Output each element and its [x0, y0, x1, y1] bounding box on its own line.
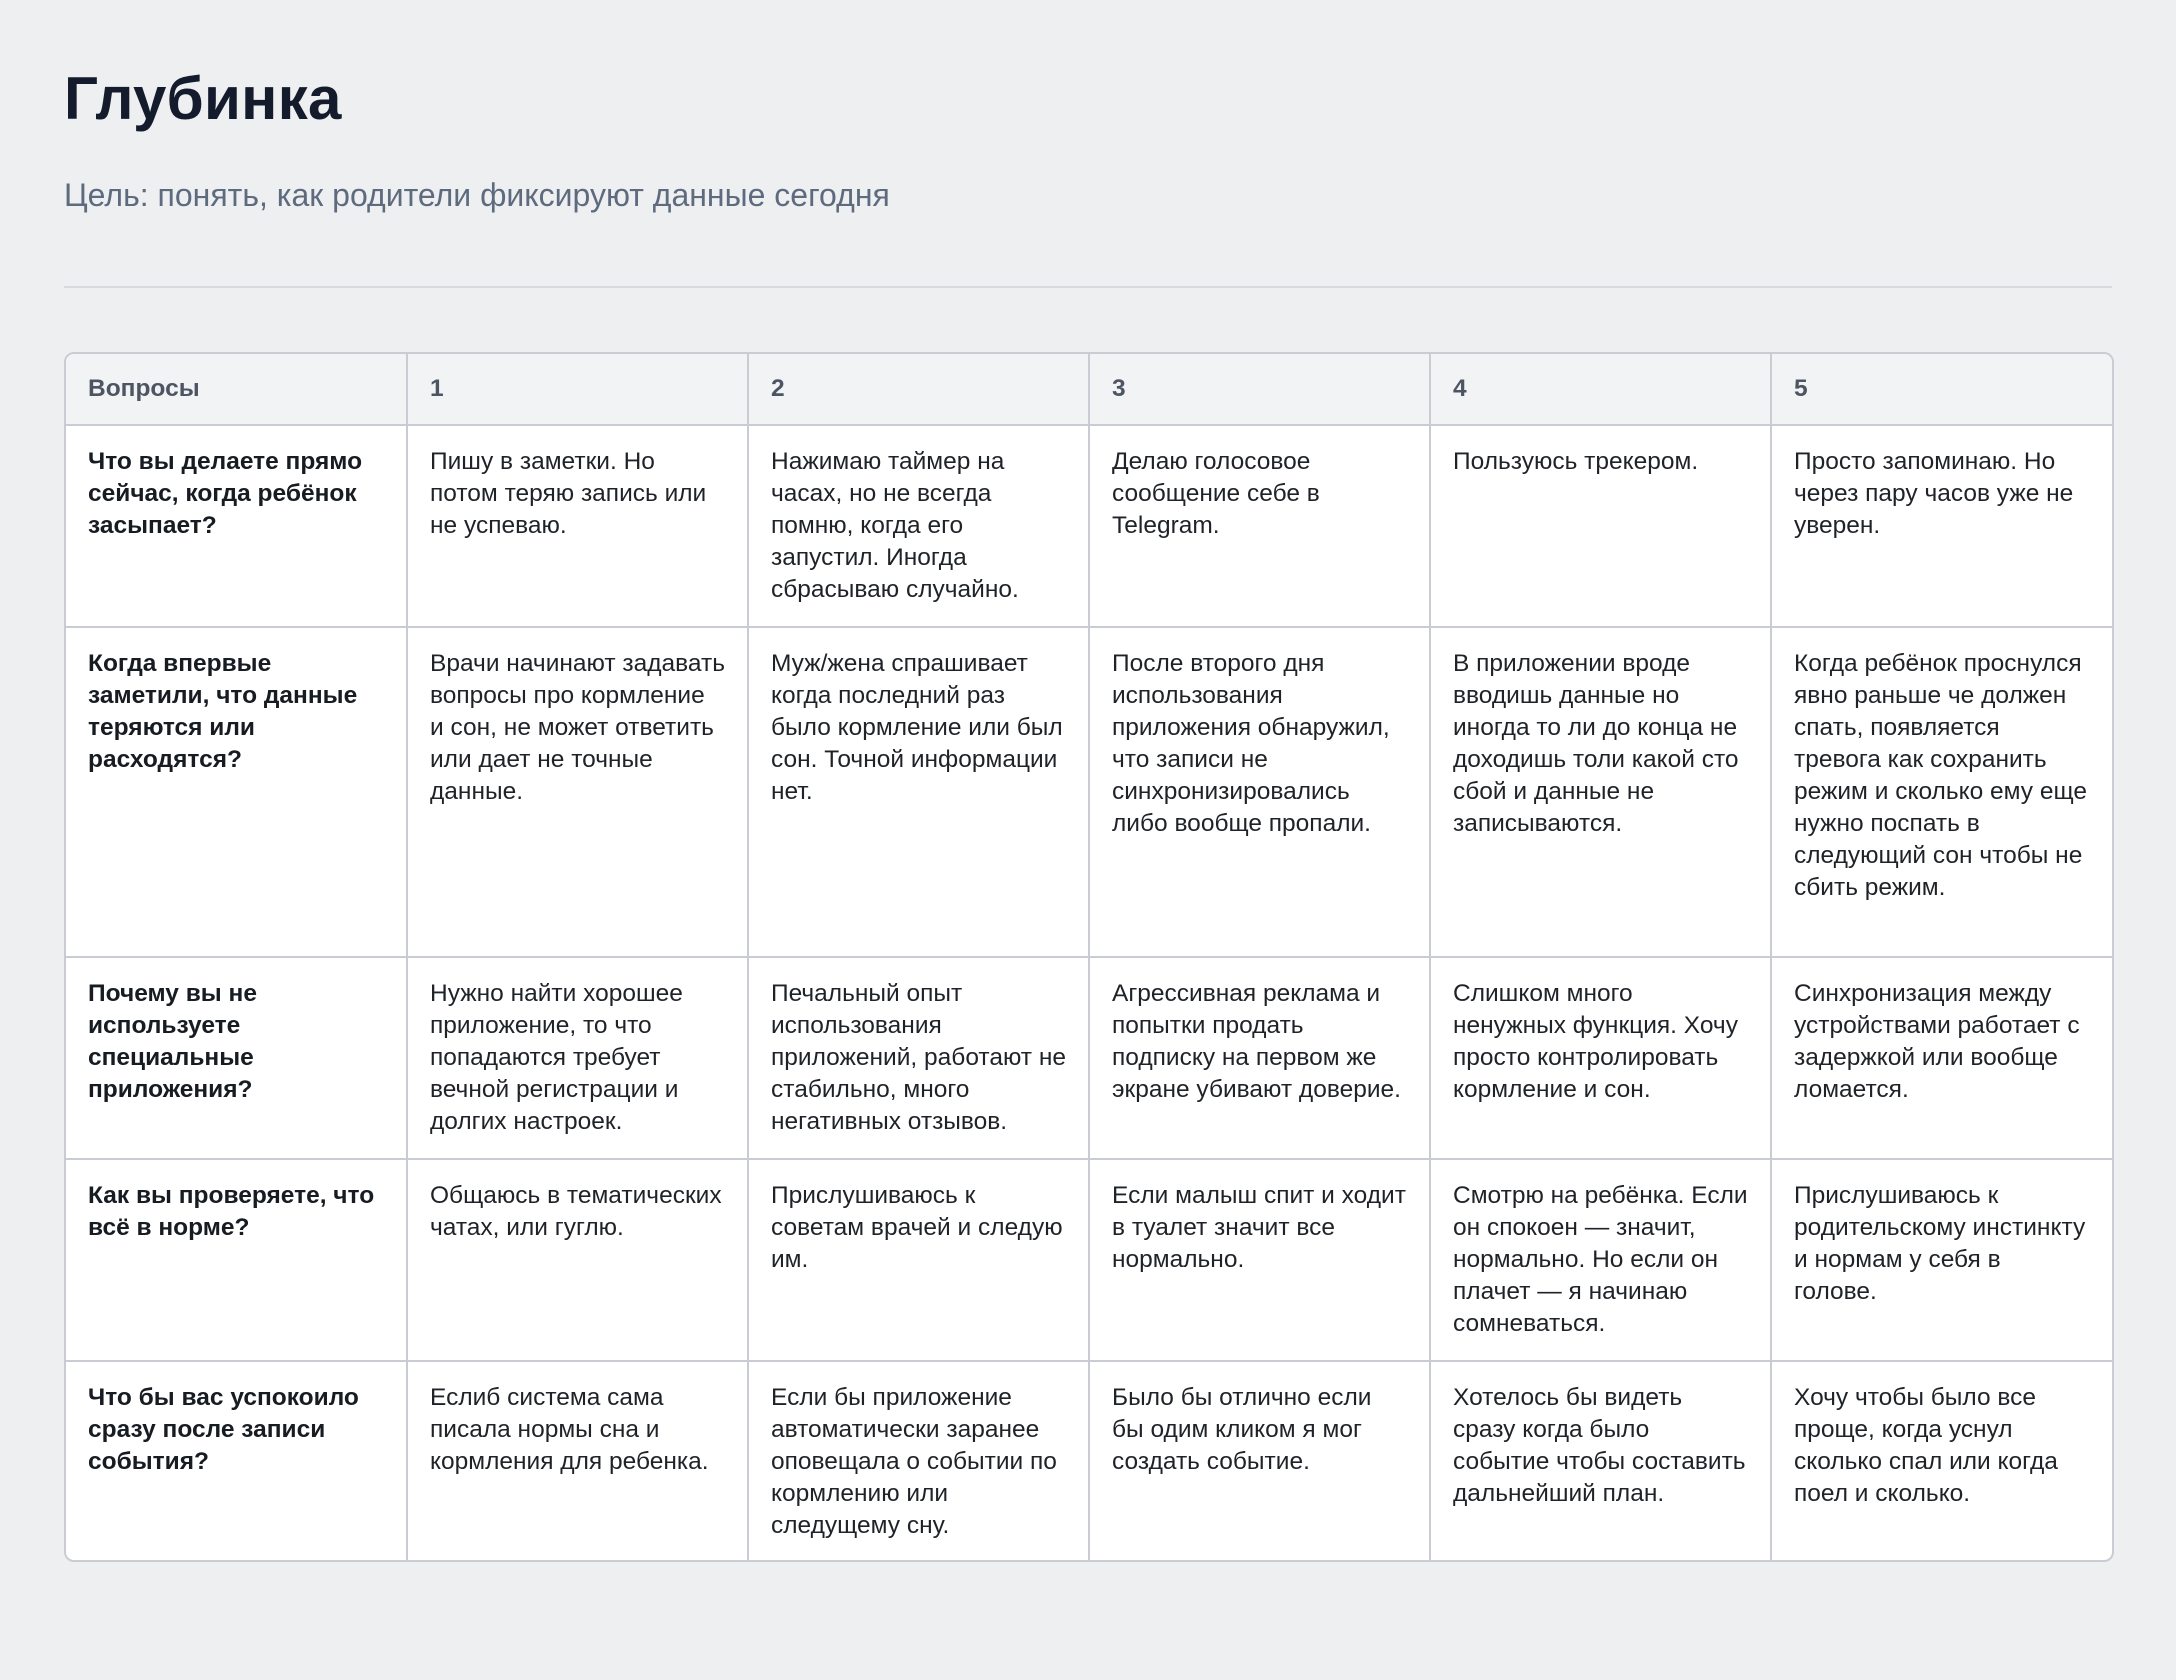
answer-cell: Пользуюсь трекером.: [1430, 425, 1771, 627]
page-title: Глубинка: [64, 65, 342, 132]
answer-cell: Нужно найти хорошее приложение, то что попадаются требует вечной регистрации и долгих настроек.: [407, 957, 748, 1159]
column-header-respondent-1: 1: [407, 354, 748, 425]
column-header-questions: Вопросы: [66, 354, 407, 425]
table-row: [66, 627, 2112, 957]
divider: [64, 286, 2112, 288]
answer-cell: После второго дня использования приложения обнаружил, что записи не синхронизировались либо вообще пропали.: [1089, 627, 1430, 957]
answer-cell: Если малыш спит и ходит в туалет значит все нормально.: [1089, 1159, 1430, 1361]
table-row: [66, 425, 2112, 627]
question-cell: Как вы проверяете, что всё в норме?: [66, 1159, 407, 1361]
answer-cell: Хотелось бы видеть сразу когда было событие чтобы составить дальнейший план.: [1430, 1361, 1771, 1560]
answer-cell: Когда ребёнок проснулся явно раньше че должен спать, появляется тревога как сохранить режим и сколько ему еще нужно поспать в следующий сон чтобы не сбить режим.: [1771, 627, 2112, 957]
answer-cell: Прислушиваюсь к родительскому инстинкту и нормам у себя в голове.: [1771, 1159, 2112, 1361]
answer-cell: Нажимаю таймер на часах, но не всегда помню, когда его запустил. Иногда сбрасываю случайно.: [748, 425, 1089, 627]
answer-cell: Если бы приложение автоматически заранее оповещала о событии по кормлению или следущему сну.: [748, 1361, 1089, 1560]
interview-table: [64, 352, 2114, 1562]
answer-cell: Просто запоминаю. Но через пару часов уже не уверен.: [1771, 425, 2112, 627]
column-header-respondent-5: 5: [1771, 354, 2112, 425]
answer-cell: Слишком много ненужных функция. Хочу просто контролировать кормление и сон.: [1430, 957, 1771, 1159]
answer-cell: Общаюсь в тематических чатах, или гуглю.: [407, 1159, 748, 1361]
answer-cell: Хочу чтобы было все проще, когда уснул сколько спал или когда поел и сколько.: [1794, 1384, 2058, 1507]
answer-cell: Муж/жена спрашивает когда последний раз было кормление или был сон. Точной информации нет.: [748, 627, 1089, 957]
table-row: [66, 1159, 2112, 1361]
question-cell: Когда впервые заметили, что данные теряются или расходятся?: [66, 627, 407, 957]
answer-cell: Врачи начинают задавать вопросы про кормление и сон, не может ответить или дает не точные данные.: [407, 627, 748, 957]
column-header-respondent-4: 4: [1430, 354, 1771, 425]
page-subtitle: Цель: понять, как родители фиксируют данные сегодня: [64, 177, 890, 213]
answer-cell: Смотрю на ребёнка. Если он спокоен — значит, нормально. Но если он плачет — я начинаю сомневаться.: [1430, 1159, 1771, 1361]
answer-cell: Печальный опыт использования приложений, работают не стабильно, много негативных отзывов.: [748, 957, 1089, 1159]
question-cell: Почему вы не используете специальные приложения?: [66, 957, 407, 1159]
question-cell: Что вы делаете прямо сейчас, когда ребёнок засыпает?: [66, 425, 407, 627]
answer-cell: Пишу в заметки. Но потом теряю запись или не успеваю.: [407, 425, 748, 627]
answer-cell: Прислушиваюсь к советам врачей и следую им.: [748, 1159, 1089, 1361]
table-header-row: [66, 354, 2112, 425]
answer-cell: Агрессивная реклама и попытки продать подписку на первом же экране убивают доверие.: [1089, 957, 1430, 1159]
answer-cell: Делаю голосовое сообщение себе в Telegram.: [1089, 425, 1430, 627]
column-header-respondent-3: 3: [1089, 354, 1430, 425]
answer-cell: Еслиб система сама писала нормы сна и кормления для ребенка.: [407, 1361, 748, 1560]
answer-cell: Было бы отлично если бы одим кликом я мог создать событие.: [1089, 1361, 1430, 1560]
column-header-respondent-2: 2: [748, 354, 1089, 425]
question-cell: Что бы вас успокоило сразу после записи события?: [66, 1361, 407, 1560]
answer-cell: В приложении вроде вводишь данные но иногда то ли до конца не доходишь толи какой сто сбой и данные не записываются.: [1430, 627, 1771, 957]
table-row: [66, 1361, 2112, 1560]
answer-cell: Синхронизация между устройствами работает с задержкой или вообще ломается.: [1771, 957, 2112, 1159]
table-row: [66, 957, 2112, 1159]
